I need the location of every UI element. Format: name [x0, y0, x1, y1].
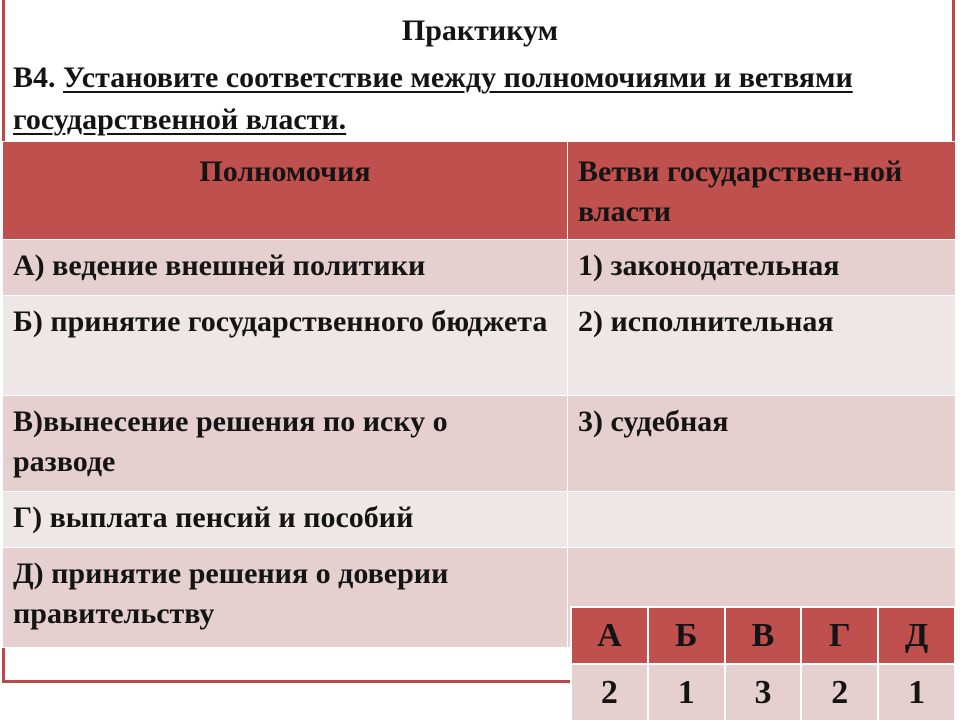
power-cell: А) ведение внешней политики: [3, 240, 568, 296]
header-powers: Полномочия: [3, 142, 568, 240]
table-row: [3, 296, 956, 396]
task-text: Установите соответствие между полномочиями и ветвями государственной власти.: [13, 61, 853, 136]
answer-digit: 2: [571, 664, 648, 720]
branch-cell: 1) законодательная: [568, 240, 956, 296]
branch-cell: 2) исполнительная: [568, 296, 956, 396]
slide-title: Практикум: [401, 14, 559, 47]
task-number: В4.: [13, 61, 56, 94]
answer-digits-row: [571, 664, 955, 720]
answer-digit: 1: [648, 664, 725, 720]
header-branches: Ветви государствен-ной власти: [568, 142, 956, 240]
answer-digit: 2: [801, 664, 878, 720]
matching-table: [2, 141, 956, 648]
power-cell: Б) принятие государственного бюджета: [3, 296, 568, 396]
table-row: [3, 492, 956, 548]
answer-letter: В: [725, 607, 802, 664]
answer-letter: Г: [801, 607, 878, 664]
power-cell: В)вынесение решения по иску о разводе: [3, 396, 568, 492]
power-cell: Г) выплата пенсий и пособий: [3, 492, 568, 548]
branch-cell: 3) судебная: [568, 396, 956, 492]
answer-digit: 1: [878, 664, 955, 720]
answer-letters-row: [571, 607, 955, 664]
table-row: [3, 396, 956, 492]
answer-digit: 3: [725, 664, 802, 720]
answer-letter: А: [571, 607, 648, 664]
answer-table: [570, 606, 956, 720]
power-cell: Д) принятие решения о доверии правительству: [3, 548, 568, 648]
answer-letter: Б: [648, 607, 725, 664]
task-statement: [13, 57, 943, 141]
table-header-row: [3, 142, 956, 240]
answer-letter: Д: [878, 607, 955, 664]
table-row: [3, 240, 956, 296]
branch-cell: [568, 492, 956, 548]
